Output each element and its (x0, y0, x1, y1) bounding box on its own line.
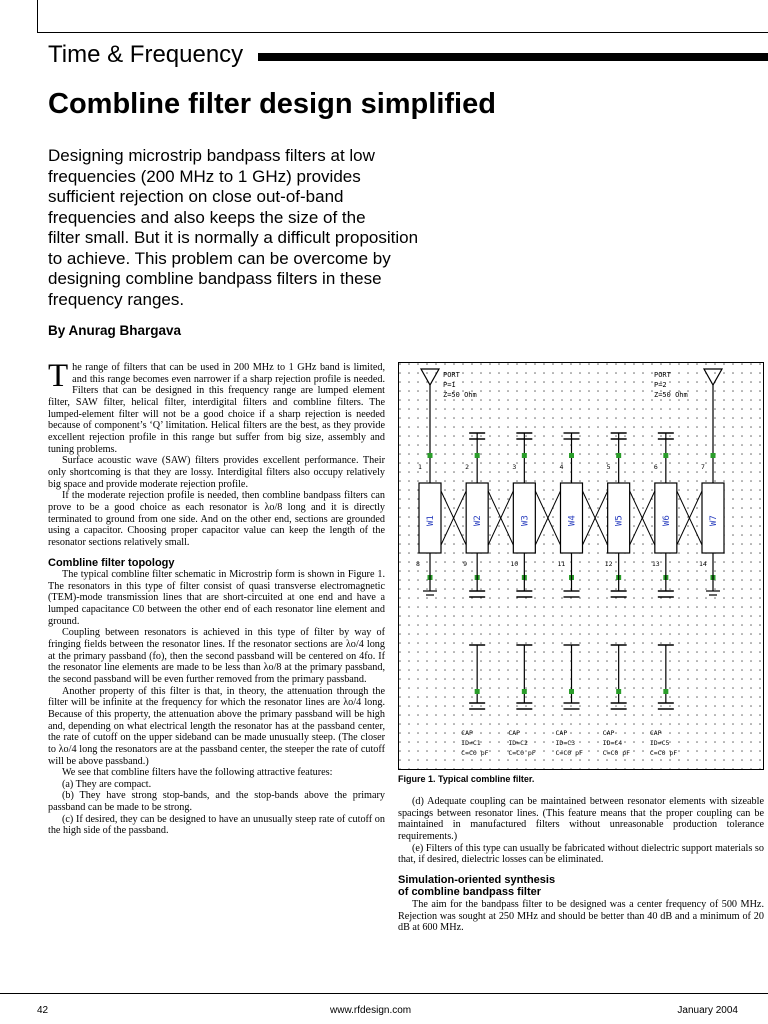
capacitor-label: ID=C1 (461, 739, 481, 747)
capacitor-label: CAP (461, 729, 473, 737)
body-paragraph: The range of filters that can be used in 200 MHz to 1 GHz band is limited, and this range becomes even narrower if a sharp rejection profile is needed. Filters that can be designed in this frequency range are lumped element filter, SAW filter, helical filter, interdigital filters and combline filters. The lumped-element filter will not be a good choice if a sharp rejection is needed because of component’s ‘Q’ limitation. Helical filters are the best, as they provide excellent rejection profile in this range but suffer from big size, assembly and tuning problems. (48, 358, 385, 455)
article-title: Combline filter design simplified (48, 88, 496, 120)
left-column (48, 358, 385, 837)
port1-z: Z=50 Ohm (443, 391, 477, 399)
node-label-top: 4 (559, 463, 564, 471)
list-item: (e) Filters of this type can usually be fabricated without dielectric support materials so that, if desired, dielectric losses can be eliminated. (398, 842, 764, 866)
node-marker (569, 453, 574, 458)
resonator-label: W5 (614, 515, 625, 526)
right-column (398, 796, 764, 934)
section-bar (258, 53, 768, 61)
node-label-top: 3 (512, 463, 517, 471)
port2-p: P=2 (654, 381, 667, 389)
node-marker (475, 453, 480, 458)
page-number: 42 (37, 1005, 49, 1016)
node-marker (522, 689, 527, 694)
byline: By Anurag Bhargava (48, 323, 182, 338)
body-paragraph: Surface acoustic wave (SAW) filters provides excellent performance. Their only shortcoming is that they are lossy. Interdigital filters also occupy relatively big space and provide moderate rejection profile. (48, 455, 385, 490)
node-label-bottom: 11 (557, 560, 566, 568)
section-label: Time & Frequency (48, 41, 244, 68)
node-label-top: 6 (653, 463, 658, 471)
capacitor-label: C=C0 pF (461, 749, 489, 757)
resonator-label: W2 (473, 515, 484, 526)
subhead-synthesis: Simulation-oriented synthesis of combline bandpass filter (398, 873, 556, 899)
body-paragraph: Coupling between resonators is achieved in this type of filter by way of fringing fields between the resonator lines. If the resonator sections are λo/4 long at the primary passband (fo), then the second passband will be centered on 4fo. If the resonator line elements are made to be less than λo/8 at the primary passband, the second passband will be even further removed from the primary passband. (48, 627, 385, 685)
body-paragraph: The aim for the bandpass filter to be designed was a center frequency of 500 MHz. Rejection was sought at 250 MHz and should be better than 40 dB and a minimum of 20 dB at 600 MHz. (398, 898, 764, 934)
capacitor-label: CAP (602, 729, 615, 737)
list-item: (a) They are compact. (62, 778, 152, 790)
footer-rule (0, 993, 768, 994)
capacitor-label: C=C0 pF (555, 749, 583, 757)
capacitor-label: ID=C4 (602, 739, 623, 747)
capacitor-label: ID=C2 (508, 739, 528, 747)
node-marker (663, 453, 668, 458)
list-item: (d) Adequate coupling can be maintained between resonator elements with sizeable spacings between resonator lines. (This feature means that the proper coupling can be maintained in manufactured filters without unreasonable production tolerance requirements.) (398, 796, 764, 842)
capacitor-label: C=C0 pF (508, 749, 536, 757)
deck-line: designing combline bandpass filters in these (48, 269, 382, 288)
figure-schematic (398, 362, 764, 770)
body-paragraph: If the moderate rejection profile is needed, then combline bandpass filters can prove to be a good choice as each resonator is λo/8 long and it is directly terminated to ground from one side. And on the other end, sections are grounded using a capacitor. Choosing proper capacitor value can keep the length of the resonator sections relatively small. (48, 490, 385, 548)
list-item: (c) If desired, they can be designed to have an unusually steep rate of cutoff on the high side of the passband. (48, 813, 385, 837)
corner-rule-vertical (37, 0, 38, 32)
node-marker (616, 689, 621, 694)
deck-line: frequencies and also keeps the size of the (48, 207, 366, 227)
deck-line: frequency ranges. (48, 289, 185, 309)
port1-p: P=1 (443, 381, 456, 389)
resonator-label: W4 (567, 515, 578, 526)
node-marker (616, 453, 621, 458)
node-label-bottom: 8 (416, 560, 420, 568)
article-deck (48, 146, 488, 310)
node-label-bottom: 14 (699, 560, 707, 568)
port2-label: PORT (654, 371, 671, 379)
node-marker (663, 689, 668, 694)
deck-line: filter small. But it is normally a difficult proposition (48, 228, 419, 247)
node-marker (428, 453, 433, 458)
subhead-topology: Combline filter topology (48, 556, 175, 569)
node-label-top: 1 (418, 463, 422, 471)
capacitor-label: CAP (555, 729, 568, 737)
node-marker (711, 453, 716, 458)
footer-url: www.rfdesign.com (330, 1005, 412, 1016)
node-label-bottom: 10 (510, 560, 519, 568)
capacitor-label: CAP (508, 729, 521, 737)
node-marker (475, 689, 480, 694)
node-marker (522, 453, 527, 458)
drop-cap: T (48, 358, 69, 394)
node-label-bottom: 12 (604, 560, 613, 568)
capacitor-label: ID=C5 (649, 739, 670, 747)
port2-z: Z=50 Ohm (654, 391, 688, 399)
body-paragraph: Another property of this filter is that, in theory, the attenuation through the filter will be infinite at the frequency for which the resonator lines are λo/4 long. Because of this property, the attenuation above the primary passband will be high and, depending on what electrical length the resonator has at the passband center, the rate of cutoff on the upper sideband can be made unusually steep. (The closer to λo/4 long the resonators are at the passband center, the steeper the rate of cutoff will be above passband.) (48, 685, 385, 767)
capacitor-label: ID=C3 (555, 739, 576, 747)
body-paragraph: The typical combline filter schematic in Microstrip form is shown in Figure 1. The resonators in this type of filter consist of quasi transverse electromagnetic (TEM)-mode transmission lines that are short-circuited at one end and have a lumped capacitance C0 between the other end of each resonator line element and ground. (48, 569, 385, 627)
node-label-bottom: 13 (651, 560, 660, 568)
deck-line: sufficient rejection on close out-of-band (48, 187, 344, 206)
resonator-label: W1 (426, 515, 436, 526)
top-rule (37, 32, 768, 33)
resonator-label: W6 (661, 515, 672, 526)
combline-schematic (399, 363, 763, 769)
port1-label: PORT (443, 371, 460, 379)
resonator-label: W3 (520, 515, 531, 526)
body-paragraph: We see that combline filters have the following attractive features: (62, 767, 333, 779)
capacitor-label: C=C0 pF (602, 749, 631, 757)
node-label-top: 5 (606, 463, 611, 471)
deck-line: to achieve. This problem can be overcome by (48, 248, 391, 268)
node-marker (569, 689, 574, 694)
node-label-top: 2 (465, 463, 470, 471)
figure-caption: Figure 1. Typical combline filter. (398, 774, 535, 784)
section-header (48, 40, 768, 72)
list-item: (b) They have strong stop-bands, and the stop-bands above the primary passband can be made to be strong. (48, 790, 385, 814)
node-label-top: 7 (701, 463, 705, 471)
resonator-label: W7 (709, 515, 719, 526)
node-label-bottom: 9 (463, 560, 468, 568)
footer-date: January 2004 (677, 1005, 738, 1016)
capacitor-label: CAP (649, 729, 662, 737)
capacitor-label: C=C0 pF (649, 749, 678, 757)
deck-line: frequencies (200 MHz to 1 GHz) provides (48, 166, 361, 186)
deck-line: Designing microstrip bandpass filters at low (48, 146, 375, 165)
